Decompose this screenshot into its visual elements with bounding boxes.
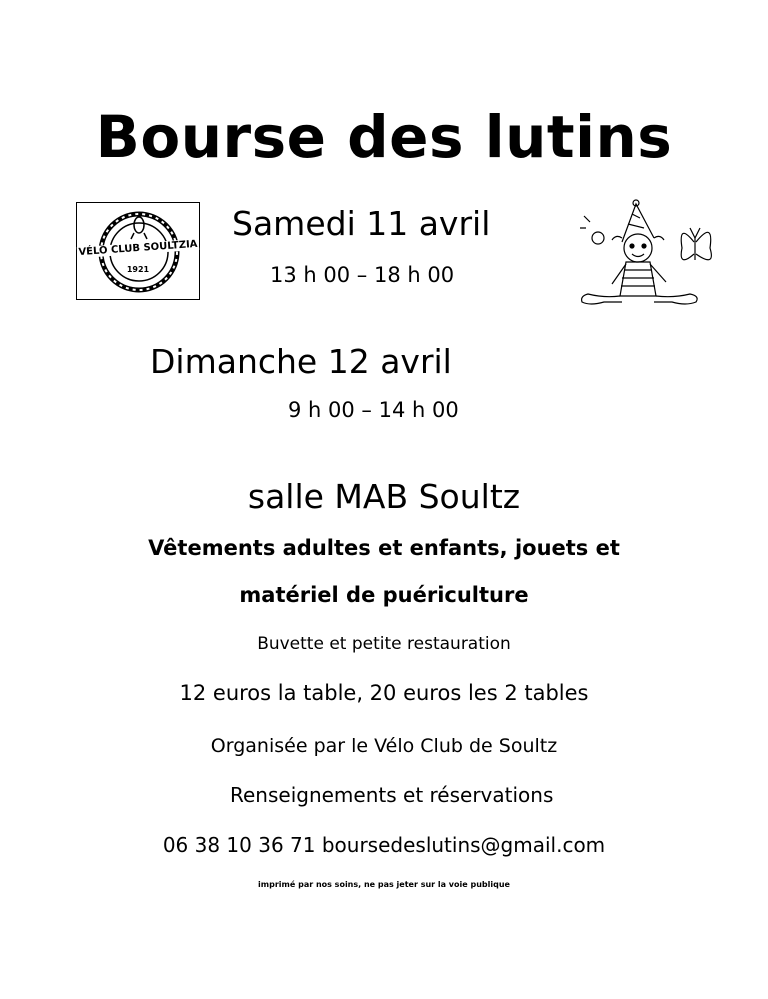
saturday-date: Samedi 11 avril: [232, 204, 491, 243]
organizer-text: Organisée par le Vélo Club de Soultz: [210, 735, 558, 757]
info-text: Renseignements et réservations: [230, 783, 554, 807]
poster-title: Bourse des lutins: [95, 103, 673, 171]
venue: salle MAB Soultz: [247, 477, 521, 516]
sunday-hours: 9 h 00 – 14 h 00: [288, 398, 459, 422]
saturday-hours: 13 h 00 – 18 h 00: [270, 263, 455, 287]
lutin-and-butterfly-drawing-icon: [574, 198, 724, 310]
prices-text: 12 euros la table, 20 euros les 2 tables: [179, 681, 589, 705]
sunday-date: Dimanche 12 avril: [150, 342, 452, 381]
velo-club-logo: [76, 202, 200, 300]
items-line-2: matériel de puériculture: [239, 583, 529, 607]
logo-year: 1921: [126, 265, 150, 274]
buvette-text: Buvette et petite restauration: [257, 634, 511, 654]
footer-note: imprimé par nos soins, ne pas jeter sur la voie publique: [258, 880, 510, 889]
contact-line: 06 38 10 36 71 boursedeslutins@gmail.com: [162, 833, 606, 857]
items-line-1: Vêtements adultes et enfants, jouets et: [148, 536, 620, 560]
logo-text: VÉLO CLUB SOULTZIA: [78, 238, 198, 259]
